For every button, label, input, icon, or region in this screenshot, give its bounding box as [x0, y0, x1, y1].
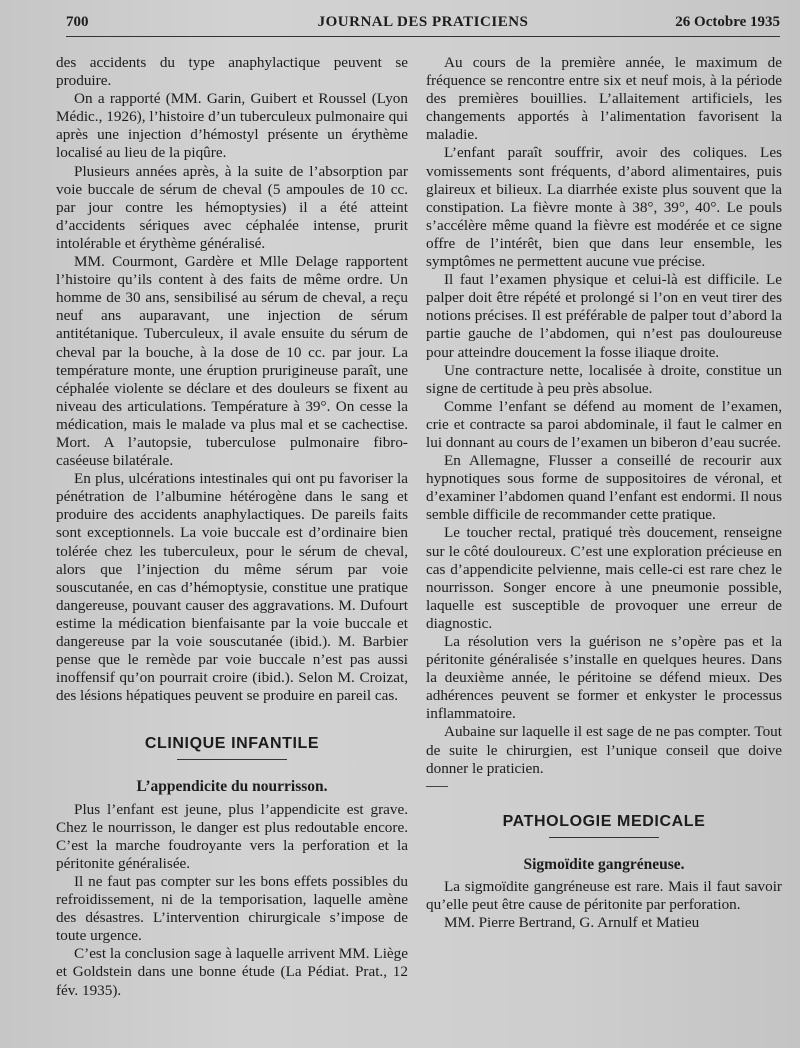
- paragraph: En Allemagne, Flusser a conseillé de recourir aux hypnotiques sous forme de suppositoires de véronal, et d’examiner l’abdomen quand l’enfant est endormi. Il nous semble difficile de recommander cette pratique.: [426, 452, 782, 524]
- header-rule: [66, 36, 780, 37]
- paragraph: La résolution vers la guérison ne s’opère pas et la péritonite généralisée s’installe en quelques heures. Dans la deuxième année, le péritoine se défend mieux. Des adhérences peuvent se former et enkyster le processus inflammatoire.: [426, 633, 782, 723]
- paragraph: MM. Courmont, Gardère et Mlle Delage rapportent l’histoire qu’ils content à des faits de même ordre. Un homme de 30 ans, sensibilisé au sérum de cheval, a reçu neuf ans auparavant, une injection de sérum antitétanique. Tuberculeux, il avale ensuite du sérum de cheval par la bouche, à la dose de 10 cc. par jour. La température monte, une éruption prurigineuse paraît, une céphalée violente se déclare et des douleurs se fixent au niveau des articulations. Température à 39°. On cesse la médication, mais le malade va plus mal et se cachectise. Mort. A l’autopsie, tuberculose pulmonaire fibro-caséeuse bilatérale.: [56, 253, 408, 470]
- paragraph: Une contracture nette, localisée à droite, constitue un signe de certitude à peu près absolue.: [426, 361, 782, 397]
- article-title-sigmoidite: Sigmoïdite gangréneuse.: [523, 855, 685, 873]
- paragraph: Plusieurs années après, à la suite de l’absorption par voie buccale de sérum de cheval (5 ampoules de 10 cc. par jour contre les hémoptysies) il a été atteint d’accidents sériques avec céphalée intense, prurit intolérable et érythème généralisé.: [56, 162, 408, 252]
- section-title-pathologie: PATHOLOGIE MEDICALE: [502, 812, 706, 830]
- journal-title: JOURNAL DES PRATICIENS: [317, 14, 529, 30]
- page-number: 700: [66, 14, 89, 30]
- paragraph: Aubaine sur laquelle il est sage de ne pas compter. Tout de suite le chirurgien, est l’unique conseil que doive donner le praticien.: [426, 723, 782, 777]
- paragraph: Il faut l’examen physique et celui-là est difficile. Le palper doit être répété et prolongé si l’on en veut tirer des notions précises. Il est préférable de palper tout d’abord la partie gauche de l’abdomen, qui n’est pas douloureuse pour atteindre doucement la fosse iliaque droite.: [426, 271, 782, 361]
- paragraph: Comme l’enfant se défend au moment de l’examen, crie et contracte sa paroi abdominale, il faut le calmer en lui donnant au cours de l’examen un biberon d’eau sucrée.: [426, 397, 782, 451]
- paragraph: En plus, ulcérations intestinales qui ont pu favoriser la pénétration de l’albumine hétérogène dans le sang et produire des accidents anaphylactiques. De pareils faits sont exceptionnels. La voie buccale est d’ordinaire bien tolérée chez les tuberculeux, pour le sérum de cheval, alors que l’injection du même sérum par voie souscutanée, en cas d’hémoptysie, constitue une pratique dangereuse, pouvant causer des aggravations. M. Dufourt estime la médication bienfaisante par la voie buccale et dangereuse par la voie souscutanée (ibid.). M. Barbier pense que le remède par voie buccale n’est pas aussi inoffensif qu’on pourrait croire (ibid.). Selon M. Croizat, des lésions hépatiques peuvent se produire en pareil cas.: [56, 470, 408, 705]
- paragraph: Plus l’enfant est jeune, plus l’appendicite est grave. Chez le nourrisson, le danger est plus redoutable encore. C’est la marche foudroyante vers la perforation et la péritonite généralisée.: [56, 800, 408, 872]
- paragraph: MM. Pierre Bertrand, G. Arnulf et Matieu: [444, 914, 700, 932]
- paragraph: Au cours de la première année, le maximum de fréquence se rencontre entre six et neuf mois, à la période des premières bouillies. L’allaitement artificiels, les changements apportés à l’alimentation favorisent la maladie.: [426, 54, 782, 144]
- article-title-appendicite: L’appendicite du nourrisson.: [136, 778, 328, 796]
- paragraph: C’est la conclusion sage à laquelle arrivent MM. Liège et Goldstein dans une bonne étude (La Pédiat. Prat., 12 fév. 1935).: [56, 945, 408, 999]
- paragraph: des accidents du type anaphylactique peuvent se produire.: [56, 54, 408, 90]
- paragraph: On a rapporté (MM. Garin, Guibert et Roussel (Lyon Médic., 1926), l’histoire d’un tuberculeux pulmonaire qui après une injection d’hémostyl présente un érythème localisé au lieu de la piqûre.: [56, 90, 408, 162]
- issue-date: 26 Octobre 1935: [675, 14, 780, 30]
- paragraph: La sigmoïdite gangréneuse est rare. Mais il faut savoir qu’elle peut être cause de péritonite par perforation.: [426, 877, 782, 914]
- right-column: [426, 54, 782, 932]
- section-title-clinique: CLINIQUE INFANTILE: [144, 735, 320, 753]
- paragraph: Le toucher rectal, pratiqué très doucement, renseigne sur le côté douloureux. C’est une exploration précieuse en cas d’appendicite pelvienne, mais celle-ci est rare chez le nourrisson. Songer encore à une pneumonie possible, laquelle est susceptible de provoquer une erreur de diagnostic.: [426, 524, 782, 632]
- paragraph: L’enfant paraît souffrir, avoir des coliques. Les vomissements sont fréquents, d’abord alimentaires, puis glaireux et bilieux. La diarrhée existe plus souvent que la constipation. La fièvre monte à 38°, 39°, 40°. Le pouls s’accélère même quand la fièvre est modérée et ce signe offre de l’intérêt, bien que dans leur ensemble, les symptômes ne permettent aucune vue précise.: [426, 144, 782, 271]
- paragraph: Il ne faut pas compter sur les bons effets possibles du refroidissement, ni de la temporisation, laquelle amène des désastres. L’intervention chirurgicale s’impose de toute urgence.: [56, 872, 408, 945]
- left-column: [56, 54, 408, 1000]
